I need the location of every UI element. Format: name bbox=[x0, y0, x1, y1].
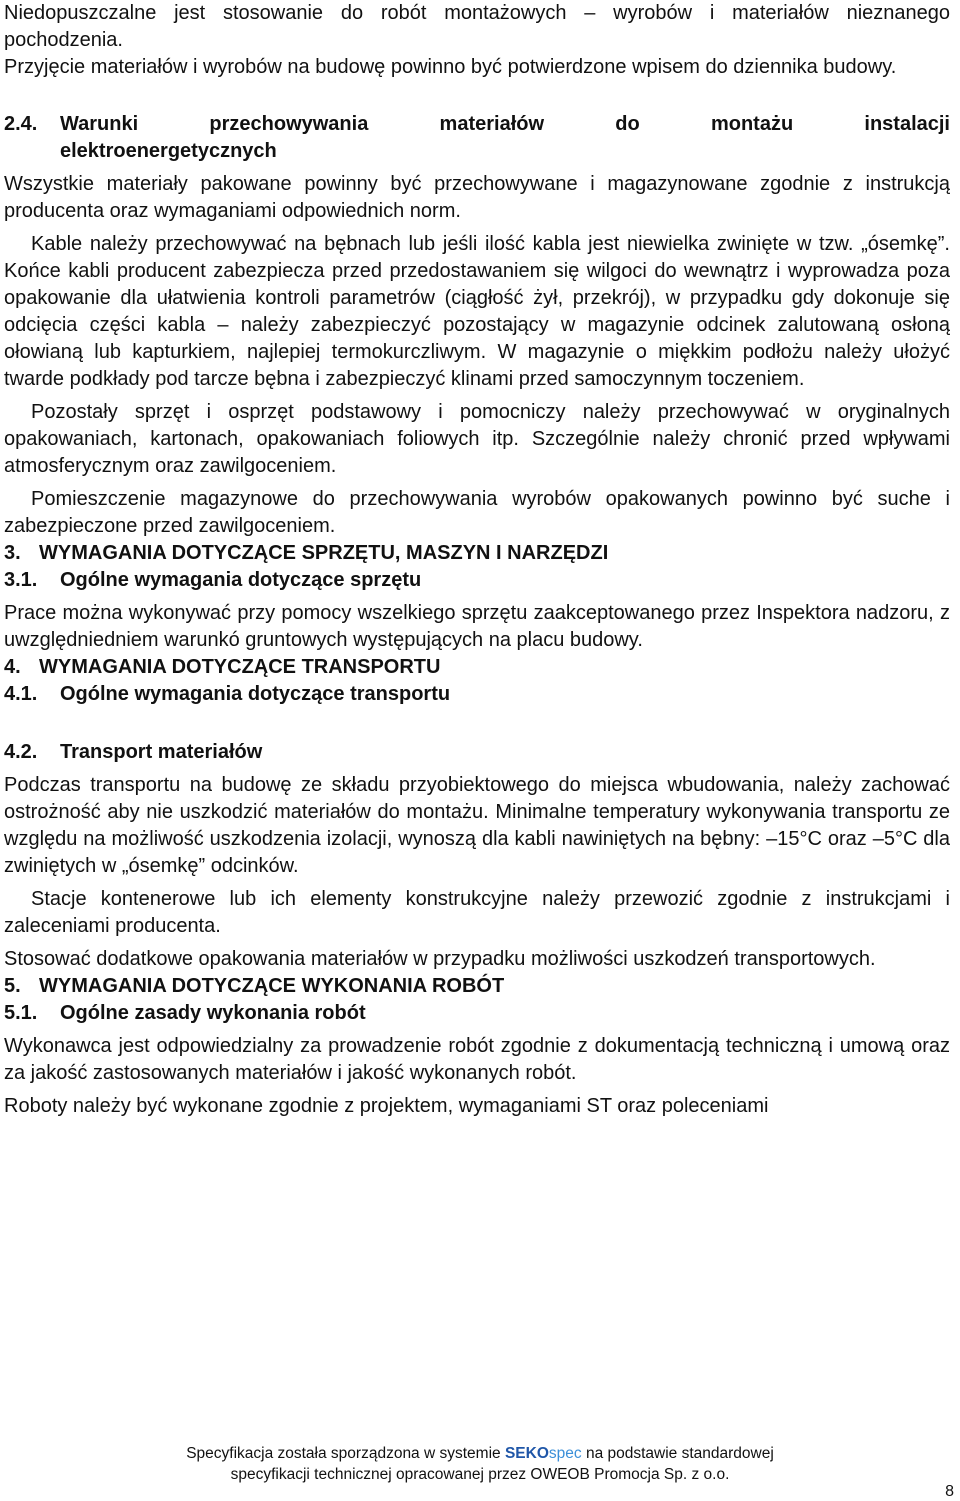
section-title: Ogólne zasady wykonania robót bbox=[60, 1002, 366, 1024]
paragraph: Pozostały sprzęt i osprzęt podstawowy i pomocniczy należy przechowywać w oryginalnych opakowaniach, kartonach, opakowaniach foliowych itp. Szczególnie należy chronić przed wpływami atmosferycznym oraz zawilgoceniem. bbox=[4, 401, 950, 477]
paragraph: Podczas transportu na budowę ze składu przyobiektowego do miejsca wbudowania, należy zachować ostrożność aby nie uszkodzić materiałów do montażu. Minimalne temperatury wykonywania transportu ze względu na możliwość uszkodzenia izolacji, wynoszą dla kabli nawiniętych na bębny: –15°C oraz –5°C dla zwiniętych w „ósemkę” odcinków. bbox=[4, 774, 950, 877]
page-number: 8 bbox=[945, 1483, 954, 1500]
paragraph: Prace można wykonywać przy pomocy wszelkiego sprzętu zaakceptowanego przez Inspektora nadzoru, z uwzględniedniem warunkó gruntowych występujących na placu budowy. bbox=[4, 602, 950, 651]
paragraph: Stacje kontenerowe lub ich elementy konstrukcyjne należy przewozić zgodnie z instrukcjami i zaleceniami producenta. bbox=[4, 888, 950, 937]
section-number: 3. bbox=[4, 542, 21, 564]
section-title: Ogólne wymagania dotyczące transportu bbox=[60, 683, 451, 705]
section-title-line: elektroenergetycznych bbox=[60, 140, 277, 162]
subsection-heading-4-2 bbox=[4, 739, 950, 766]
paragraph: Wszystkie materiały pakowane powinny być przechowywane i magazynowane zgodnie z instrukcją producenta oraz wymaganiami odpowiednich norm. bbox=[4, 173, 950, 222]
paragraph: Wykonawca jest odpowiedzialny za prowadzenie robót zgodnie z dokumentacją techniczną i umową oraz za jakość zastosowanych materiałów i jakość wykonanych robót. bbox=[4, 1035, 950, 1084]
section-heading-2-4 bbox=[4, 111, 950, 138]
subsection-heading-4-1 bbox=[4, 681, 950, 708]
page-footer bbox=[0, 1443, 960, 1485]
subsection-heading-5-1 bbox=[4, 1000, 950, 1027]
paragraph: Stosować dodatkowe opakowania materiałów w przypadku możliwości uszkodzeń transportowych. bbox=[4, 948, 876, 970]
section-title: WYMAGANIA DOTYCZĄCE WYKONANIA ROBÓT bbox=[39, 975, 505, 997]
brand-logo bbox=[505, 1445, 582, 1462]
section-number: 5. bbox=[4, 975, 21, 997]
subsection-heading-3-1 bbox=[4, 567, 950, 594]
section-heading-3 bbox=[4, 540, 950, 567]
section-title-line: Warunki przechowywania materiałów do montażu instalacji bbox=[60, 113, 950, 135]
section-title: WYMAGANIA DOTYCZĄCE SPRZĘTU, MASZYN I NARZĘDZI bbox=[39, 542, 609, 564]
footer-text: na podstawie standardowej bbox=[585, 1445, 774, 1462]
section-number: 4.2. bbox=[4, 741, 38, 763]
section-title-continuation bbox=[4, 138, 950, 165]
brand-logo-part: SEKO bbox=[504, 1445, 549, 1462]
paragraph: Pomieszczenie magazynowe do przechowywania wyrobów opakowanych powinno być suche i zabezpieczone przed zawilgoceniem. bbox=[4, 488, 950, 537]
footer-line: specyfikacji technicznej opracowanej przez OWEOB Promocja Sp. z o.o. bbox=[230, 1466, 730, 1483]
section-number: 2.4. bbox=[4, 113, 38, 135]
footer-line bbox=[0, 1443, 960, 1464]
brand-logo-part: spec bbox=[548, 1445, 582, 1462]
section-title: Ogólne wymagania dotyczące sprzętu bbox=[60, 569, 422, 591]
document-body bbox=[4, 0, 950, 1120]
section-title: Transport materiałów bbox=[60, 741, 263, 763]
paragraph: Przyjęcie materiałów i wyrobów na budowę powinno być potwierdzone wpisem do dziennika budowy. bbox=[4, 56, 897, 78]
section-title: WYMAGANIA DOTYCZĄCE TRANSPORTU bbox=[39, 656, 441, 678]
paragraph: Kable należy przechowywać na bębnach lub jeśli ilość kabla jest niewielka zwinięte w tzw. „ósemkę”. Końce kabli producent zabezpiecza przed przedostawaniem się wilgoci do wewnątrz i wyprowadza poza opakowanie dla ułatwienia kontroli parametrów (ciągłość żył, przekrój), w przypadku gdy dokonuje się odcięcia części kabla – należy zabezpieczyć pozostający w magazynie odcinek zalutowaną osłoną ołowianą lub kapturkiem, najlepiej termokurczliwym. W magazynie o miękkim podłożu należy ułożyć twarde podkłady pod tarcze bębna i zabezpieczyć klinami przed samoczynnym toczeniem. bbox=[4, 233, 950, 390]
paragraph: Roboty należy być wykonane zgodnie z projektem, wymaganiami ST oraz poleceniami bbox=[4, 1095, 769, 1117]
section-heading-4 bbox=[4, 654, 950, 681]
section-number: 3.1. bbox=[4, 569, 38, 591]
section-number: 4.1. bbox=[4, 683, 38, 705]
section-number: 5.1. bbox=[4, 1002, 38, 1024]
section-title bbox=[60, 111, 950, 138]
paragraph: Niedopuszczalne jest stosowanie do robót montażowych – wyrobów i materiałów nieznanego pochodzenia. bbox=[4, 2, 950, 51]
footer-text: Specyfikacja została sporządzona w systemie bbox=[186, 1445, 501, 1462]
section-number: 4. bbox=[4, 656, 21, 678]
section-heading-5 bbox=[4, 973, 950, 1000]
